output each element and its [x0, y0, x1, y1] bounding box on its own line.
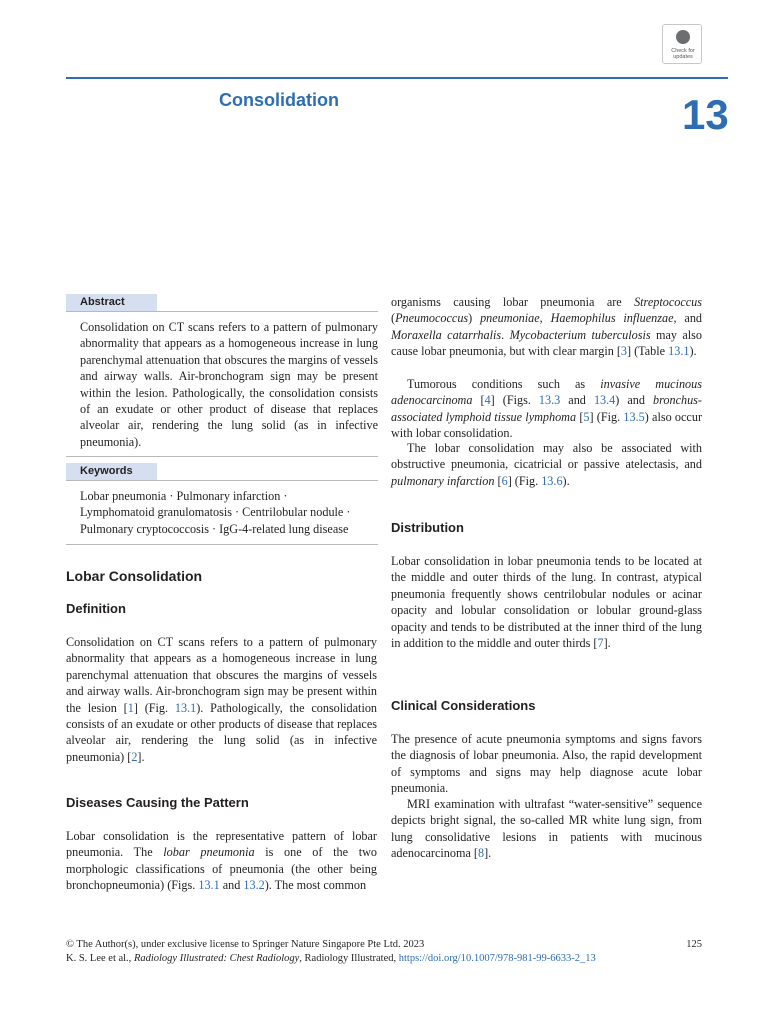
figure-link[interactable]: 13.2: [243, 878, 265, 893]
clinical-paragraph-2: MRI examination with ultrafast “water-sensitive” sequence depicts bright signal, the so-called MR white lung sign, from lung consolidative lesions in patients with mucinous adenocarcinoma [8].: [391, 797, 702, 861]
clinical-paragraph-1: The presence of acute pneumonia symptoms and signs favors the diagnosis of lobar pneumonia. Also, the rapid development of symptoms and signs may help diagnose acute lobar pneumonia.: [391, 732, 702, 796]
keyword-line: Lymphomatoid granulomatosis · Centrilobular nodule ·: [80, 505, 351, 520]
badge-line2: updates: [673, 54, 693, 60]
section-distribution: Distribution: [391, 520, 464, 535]
figure-link[interactable]: 13.3: [538, 393, 561, 408]
definition-paragraph: Consolidation on CT scans refers to a pattern of pulmonary abnormality that appears as a homogeneous increase in lung parenchymal attenuation that obscures the margins of vessels and airway walls. Air-bronchogram sign may be present within the lesion [1] (Fig. 13.1). Pathologically, the consolidation consists of an exudate or other products of disease that replaces alveolar air, rendering the lung solid (as in infective pneumonia) [2].: [66, 635, 378, 764]
figure-link[interactable]: 13.5: [623, 409, 645, 424]
keywords-rule: [66, 480, 378, 481]
ref-link[interactable]: 3: [620, 344, 628, 359]
tumorous-paragraph: Tumorous conditions such as invasive mucinous adenocarcinoma [4] (Figs. 13.3 and 13.4) and bronchus-associated lymphoid tissue lymphoma [5] (Fig. 13.5) also occur with lobar consolidation.: [391, 377, 702, 441]
associated-paragraph: The lobar consolidation may also be associated with obstructive pneumonia, cicatricial or passive atelectasis, and pulmonary infarction [6] (Fig. 13.6).: [391, 441, 702, 488]
figure-link[interactable]: 13.1: [174, 700, 197, 715]
ref-link[interactable]: 7: [597, 636, 604, 651]
header-rule: [66, 77, 728, 79]
figure-link[interactable]: 13.1: [198, 878, 220, 893]
ref-link[interactable]: 2: [131, 749, 138, 764]
organisms-paragraph: organisms causing lobar pneumonia are Streptococcus (Pneumococcus) pneumoniae, Haemophilus influenzae, and Moraxella catarrhalis. Mycobacterium tuberculosis may also cause lobar pneumonia, but with clear margin [3] (Table 13.1).: [391, 295, 703, 359]
keywords-bottom-rule: [66, 544, 378, 545]
abstract-bottom-rule: [66, 456, 378, 457]
citation-line: K. S. Lee et al., Radiology Illustrated: Chest Radiology, Radiology Illustrated, https://doi.org/10.1007/978-981-99-6633-2_13: [66, 953, 596, 964]
figure-link[interactable]: 13.6: [541, 473, 563, 488]
ref-link[interactable]: 5: [583, 409, 590, 424]
keywords-heading: Keywords: [66, 463, 157, 480]
figure-link[interactable]: 13.4: [593, 393, 616, 408]
diseases-paragraph: Lobar consolidation is the representative pattern of lobar pneumonia. The lobar pneumonia is one of the two morphologic classifications of pneumonia (the other being bronchopneumonia) (Figs. 13.1 and 13.2). The most common: [66, 829, 377, 893]
section-clinical: Clinical Considerations: [391, 698, 536, 713]
bookmark-icon: [676, 30, 690, 44]
page-number: 125: [686, 939, 702, 950]
abstract-heading: Abstract: [66, 294, 157, 311]
keywords-list: [80, 488, 378, 537]
section-diseases: Diseases Causing the Pattern: [66, 795, 249, 810]
ref-link[interactable]: 6: [501, 473, 508, 488]
abstract-text: Consolidation on CT scans refers to a pattern of pulmonary abnormality that appears as a homogeneous increase in lung parenchymal attenuation that obscures the margins of vessels and airway walls. Air-bronchogram sign may be present within the lesion. Pathologically, the consolidation consists of an exudate or other product of disease that replaces alveolar air, rendering the lung solid (as in infective pneumonia).: [80, 320, 378, 449]
badge-line1: Check for: [671, 48, 695, 54]
section-lobar-consolidation: Lobar Consolidation: [66, 568, 203, 584]
chapter-title: Consolidation: [219, 90, 339, 110]
section-definition: Definition: [66, 601, 126, 616]
copyright-line: © The Author(s), under exclusive license to Springer Nature Singapore Pte Ltd. 2023: [66, 939, 425, 950]
abstract-rule: [66, 311, 378, 312]
keyword-line: Lobar pneumonia · Pulmonary infarction ·: [80, 489, 288, 503]
ref-link[interactable]: 8: [477, 846, 485, 861]
doi-link[interactable]: https://doi.org/10.1007/978-981-99-6633-2_13: [398, 953, 596, 964]
ref-link[interactable]: 1: [127, 700, 134, 715]
distribution-paragraph: Lobar consolidation in lobar pneumonia tends to be located at the middle and outer thirds of the lung. In contrast, atypical pneumonia frequently shows centrilobular nodules or acinar opacity and lobular consolidation or lobular ground-glass opacity and tends to be distributed at the inner third of the lung in addition to the middle and outer thirds [7].: [391, 554, 702, 651]
ref-link[interactable]: 4: [484, 393, 491, 408]
check-for-updates-badge[interactable]: [662, 24, 702, 64]
keyword-line: Pulmonary cryptococcosis · IgG-4-related lung disease: [80, 521, 349, 536]
table-link[interactable]: 13.1: [668, 344, 690, 359]
chapter-number: 13: [682, 91, 729, 138]
